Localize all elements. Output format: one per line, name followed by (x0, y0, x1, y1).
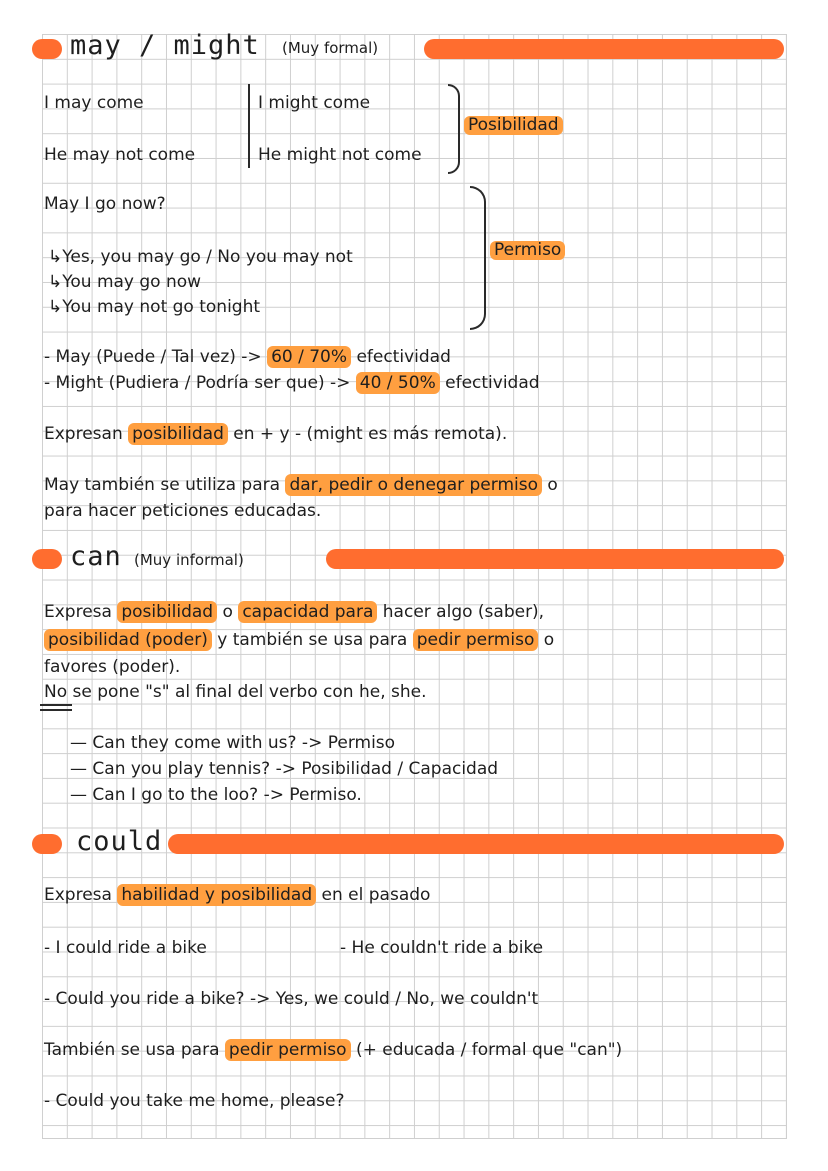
underline-no-2 (40, 709, 72, 711)
label-permiso: Permiso (490, 241, 565, 260)
can-hl-capacidad: capacidad para (238, 601, 377, 623)
could-example-1-left: - I could ride a bike (44, 938, 207, 958)
underline-no (40, 704, 72, 706)
can-example-1: — Can they come with us? -> Permiso (70, 733, 396, 753)
expresan-highlight: posibilidad (128, 423, 228, 445)
could-example-1-right: - He couldn't ride a bike (340, 938, 544, 958)
could-expresa-line: Expresa habilidad y posibilidad en el pasado (44, 885, 431, 905)
may-effectiveness: - May (Puede / Tal vez) -> 60 / 70% efectividad (44, 347, 451, 367)
can-example-3: — Can I go to the loo? -> Permiso. (70, 785, 362, 805)
can-example-2: — Can you play tennis? -> Posibilidad / Capacidad (70, 759, 499, 779)
section-bar-could (168, 834, 784, 854)
could-hl-habilidad: habilidad y posibilidad (117, 884, 316, 906)
title-could: could (76, 826, 163, 857)
could-example-3: - Could you take me home, please? (44, 1091, 345, 1111)
note-muy-informal: (Muy informal) (134, 551, 244, 569)
could-hl-pedir-permiso: pedir permiso (225, 1039, 351, 1061)
row1-left: I may come (44, 93, 144, 113)
row2-left: He may not come (44, 145, 196, 165)
could-tambien-line: También se usa para pedir permiso (+ educada / formal que "can") (44, 1040, 623, 1060)
section-bar-can (326, 549, 784, 569)
could-example-2: - Could you ride a bike? -> Yes, we could / No, we couldn't (44, 989, 539, 1009)
column-divider (248, 84, 250, 168)
answer-1: ↳Yes, you may go / No you may not (48, 247, 353, 267)
can-hl-posibilidad: posibilidad (117, 601, 217, 623)
no-word: No (44, 682, 68, 702)
can-line-3: favores (poder). (44, 657, 181, 677)
tambien-line: May también se utiliza para dar, pedir o denegar permiso o (44, 475, 558, 495)
label-posibilidad: Posibilidad (464, 116, 563, 135)
might-eff-value: 40 / 50% (356, 372, 440, 394)
brace-posibilidad (448, 84, 460, 174)
brace-permiso (470, 186, 486, 330)
answer-2: ↳You may go now (48, 272, 202, 292)
note-muy-formal: (Muy formal) (282, 39, 379, 57)
section-bar-may (424, 39, 784, 59)
section-marker-may (32, 39, 62, 59)
can-line-2: posibilidad (poder) y también se usa para pedir permiso o (44, 632, 554, 649)
question-may-i-go: May I go now? (44, 194, 166, 214)
title-can: can (70, 541, 122, 572)
row2-right: He might not come (258, 145, 422, 165)
may-eff-value: 60 / 70% (267, 346, 351, 368)
can-hl-posibilidad-poder: posibilidad (poder) (44, 629, 212, 651)
section-marker-can (32, 549, 62, 569)
section-marker-could (32, 834, 62, 854)
might-effectiveness: - Might (Pudiera / Podría ser que) -> 40 / 50% efectividad (44, 373, 540, 393)
tambien-highlight: dar, pedir o denegar permiso (285, 474, 542, 496)
can-line-4: No se pone "s" al final del verbo con he, she. (44, 682, 427, 702)
can-line-1: Expresa posibilidad o capacidad para hacer algo (saber), (44, 602, 545, 622)
answer-3: ↳You may not go tonight (48, 297, 261, 317)
tambien-line-2: para hacer peticiones educadas. (44, 501, 322, 521)
expresan-line: Expresan posibilidad en + y - (might es más remota). (44, 424, 508, 444)
title-may-might: may / might (70, 30, 260, 61)
can-hl-pedir-permiso: pedir permiso (413, 629, 539, 651)
row1-right: I might come (258, 93, 371, 113)
